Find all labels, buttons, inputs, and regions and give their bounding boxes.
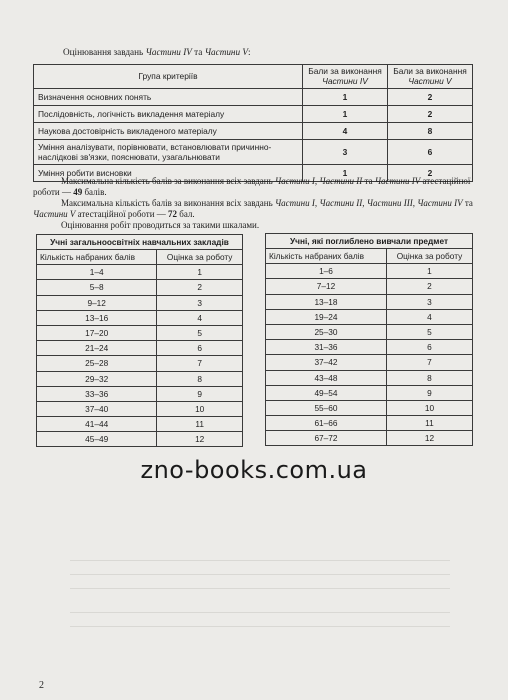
scale-row [266, 431, 473, 446]
scale-points-cell: 17–20 [37, 325, 157, 340]
criteria-header-part5-line2: Частини V [408, 75, 452, 86]
max1-part1: Частини I [274, 176, 315, 186]
max1-text-c: балів. [82, 187, 107, 198]
scale-points-cell: 37–40 [37, 401, 157, 416]
scale-row [266, 294, 473, 309]
bleed-through-line [70, 588, 450, 589]
scale-points-cell: 45–49 [37, 432, 157, 447]
scale-grade-cell: 8 [157, 371, 243, 386]
scale-points-cell: 7–12 [266, 279, 387, 294]
scale-row [266, 340, 473, 355]
scale-points-cell: 5–8 [37, 280, 157, 295]
scale-row [266, 400, 473, 415]
scale-grade-cell: 9 [157, 386, 243, 401]
scale-grade-cell: 2 [386, 279, 472, 294]
scale-points-cell: 37–42 [266, 355, 387, 370]
scales-intro-paragraph [33, 220, 473, 231]
scale-points-cell: 61–66 [266, 416, 387, 431]
scale-grade-cell: 6 [386, 340, 472, 355]
intro-and: та [191, 47, 205, 57]
max2-part3: Частини III [366, 198, 413, 208]
intro-part5: Частини V [204, 47, 248, 57]
scale-grade-cell: 3 [386, 294, 472, 309]
scale-grade-cell: 5 [386, 324, 472, 339]
intro-text: Оцінювання завдань [63, 47, 146, 57]
advanced-scale-caption: Учні, які поглиблено вивчали предмет [266, 234, 473, 249]
advanced-study-scale-table [265, 233, 473, 446]
scale-row [37, 356, 243, 371]
scale-grade-cell: 7 [157, 356, 243, 371]
scale-points-cell: 67–72 [266, 431, 387, 446]
criteria-header-part5-line1: Бали за виконання [393, 66, 467, 76]
scale-row [37, 280, 243, 295]
max1-text: Максимальна кількість балів за виконання всіх завдань [61, 176, 275, 186]
max1-score: 49 [73, 187, 83, 198]
criteria-points-part4: 1 [303, 89, 388, 106]
criteria-label: Наукова достовірність викладеного матеріалу [34, 123, 303, 140]
criteria-row [34, 140, 473, 165]
scale-row [266, 370, 473, 385]
criteria-label: Уміння робити висновки [34, 165, 303, 182]
max2-part5: Частини V [33, 209, 76, 220]
scale-header-row [37, 250, 243, 265]
scale-grade-cell: 11 [157, 417, 243, 432]
general-school-scale-table [36, 234, 243, 447]
criteria-points-part5: 2 [388, 165, 473, 182]
scale-row [266, 279, 473, 294]
scale-points-cell: 55–60 [266, 400, 387, 415]
general-scale-points-header: Кількість набраних балів [37, 250, 157, 265]
advanced-scale-body [266, 264, 473, 446]
criteria-header-part4 [303, 65, 388, 89]
scale-row [266, 309, 473, 324]
advanced-scale-grade-header: Оцінка за роботу [386, 249, 472, 264]
max2-text-b: атестаційної роботи — [75, 209, 169, 220]
max2-text-c: бал. [177, 209, 195, 220]
scale-points-cell: 31–36 [266, 340, 387, 355]
scale-row [37, 310, 243, 325]
scale-points-cell: 21–24 [37, 341, 157, 356]
criteria-points-part5: 2 [388, 89, 473, 106]
max-score-72-paragraph [33, 198, 473, 221]
max2-part4: Частини IV [417, 198, 463, 208]
criteria-label: Визначення основних понять [34, 89, 303, 106]
max2-and: та [462, 198, 473, 208]
max2-text: Максимальна кількість балів за виконання всіх завдань [61, 198, 275, 208]
scale-points-cell: 9–12 [37, 295, 157, 310]
scale-points-cell: 49–54 [266, 385, 387, 400]
scale-grade-cell: 1 [157, 265, 243, 280]
max1-text-b: атестаційної роботи — [33, 176, 471, 198]
intro-colon: : [247, 47, 251, 57]
max2-part1: Частини I [274, 198, 315, 208]
criteria-label: Послідовність, логічність викладення матеріалу [34, 106, 303, 123]
max2-comma3: , [412, 198, 418, 208]
max1-part2: Частини II [319, 176, 363, 186]
scale-points-cell: 41–44 [37, 417, 157, 432]
scale-grade-cell: 8 [386, 370, 472, 385]
scale-grade-cell: 7 [386, 355, 472, 370]
criteria-points-part5: 6 [388, 140, 473, 165]
scale-grade-cell: 2 [157, 280, 243, 295]
scale-points-cell: 43–48 [266, 370, 387, 385]
scale-grade-cell: 9 [386, 385, 472, 400]
criteria-points-part4: 3 [303, 140, 388, 165]
criteria-header-part5 [388, 65, 473, 89]
scale-points-cell: 33–36 [37, 386, 157, 401]
criteria-points-part5: 8 [388, 123, 473, 140]
scale-row [266, 324, 473, 339]
advanced-scale-points-header: Кількість набраних балів [266, 249, 387, 264]
max2-score: 72 [168, 209, 178, 220]
criteria-points-part4: 1 [303, 165, 388, 182]
bleed-through-line [70, 560, 450, 561]
scale-row [37, 417, 243, 432]
scale-points-cell: 29–32 [37, 371, 157, 386]
criteria-label: Уміння аналізувати, порівнювати, встановлювати причинно-наслідкові зв'язки, пояснювати, узагальнювати [34, 140, 303, 165]
max2-part2: Частини II [319, 198, 363, 208]
criteria-header-part4-line2: Частини IV [322, 75, 368, 86]
scale-row [266, 355, 473, 370]
max2-comma1: , [314, 198, 320, 208]
general-scale-body [37, 265, 243, 447]
site-watermark: zno-books.com.ua [140, 456, 368, 484]
page-number: 2 [39, 680, 44, 691]
criteria-row [34, 89, 473, 106]
scale-row [266, 416, 473, 431]
criteria-row [34, 123, 473, 140]
criteria-row [34, 106, 473, 123]
scale-caption-row [266, 234, 473, 249]
scale-grade-cell: 4 [157, 310, 243, 325]
scale-row [37, 295, 243, 310]
scale-points-cell: 1–4 [37, 265, 157, 280]
max1-comma: , [314, 176, 320, 186]
scale-grade-cell: 1 [386, 264, 472, 279]
bleed-through-line [70, 626, 450, 627]
scale-grade-cell: 10 [386, 400, 472, 415]
scale-grade-cell: 5 [157, 325, 243, 340]
scale-row [266, 385, 473, 400]
scale-points-cell: 19–24 [266, 309, 387, 324]
scale-row [37, 386, 243, 401]
scale-row [37, 341, 243, 356]
criteria-points-part4: 1 [303, 106, 388, 123]
criteria-header-group: Група критеріїв [34, 65, 303, 89]
general-scale-grade-header: Оцінка за роботу [157, 250, 243, 265]
scale-grade-cell: 12 [386, 431, 472, 446]
scales-intro-text: Оцінювання робіт проводиться за такими шкалами. [61, 220, 260, 230]
scale-points-cell: 1–6 [266, 264, 387, 279]
scale-grade-cell: 12 [157, 432, 243, 447]
scale-points-cell: 25–30 [266, 324, 387, 339]
max-score-49-paragraph [33, 176, 473, 199]
scale-grade-cell: 10 [157, 401, 243, 416]
scale-grade-cell: 11 [386, 416, 472, 431]
scale-row [37, 265, 243, 280]
scale-points-cell: 13–16 [37, 310, 157, 325]
scale-row [37, 325, 243, 340]
scale-row [37, 401, 243, 416]
scale-row [37, 432, 243, 447]
criteria-header-row [34, 65, 473, 89]
intro-part4: Частини IV [145, 47, 192, 57]
scale-header-row [266, 249, 473, 264]
max1-and: та [362, 176, 375, 186]
scale-grade-cell: 4 [386, 309, 472, 324]
max2-comma2: , [362, 198, 367, 208]
scale-grade-cell: 3 [157, 295, 243, 310]
bleed-through-line [70, 574, 450, 575]
scale-row [266, 264, 473, 279]
scale-caption-row [37, 235, 243, 250]
criteria-points-part4: 4 [303, 123, 388, 140]
scale-points-cell: 25–28 [37, 356, 157, 371]
criteria-table [33, 64, 473, 182]
scale-points-cell: 13–18 [266, 294, 387, 309]
criteria-points-part5: 2 [388, 106, 473, 123]
scale-grade-cell: 6 [157, 341, 243, 356]
criteria-intro [63, 47, 251, 57]
criteria-header-part4-line1: Бали за виконання [308, 66, 382, 76]
scale-row [37, 371, 243, 386]
bleed-through-line [70, 612, 450, 613]
general-scale-caption: Учні загальноосвітніх навчальних закладів [37, 235, 243, 250]
max1-part4: Частини IV [374, 176, 421, 186]
